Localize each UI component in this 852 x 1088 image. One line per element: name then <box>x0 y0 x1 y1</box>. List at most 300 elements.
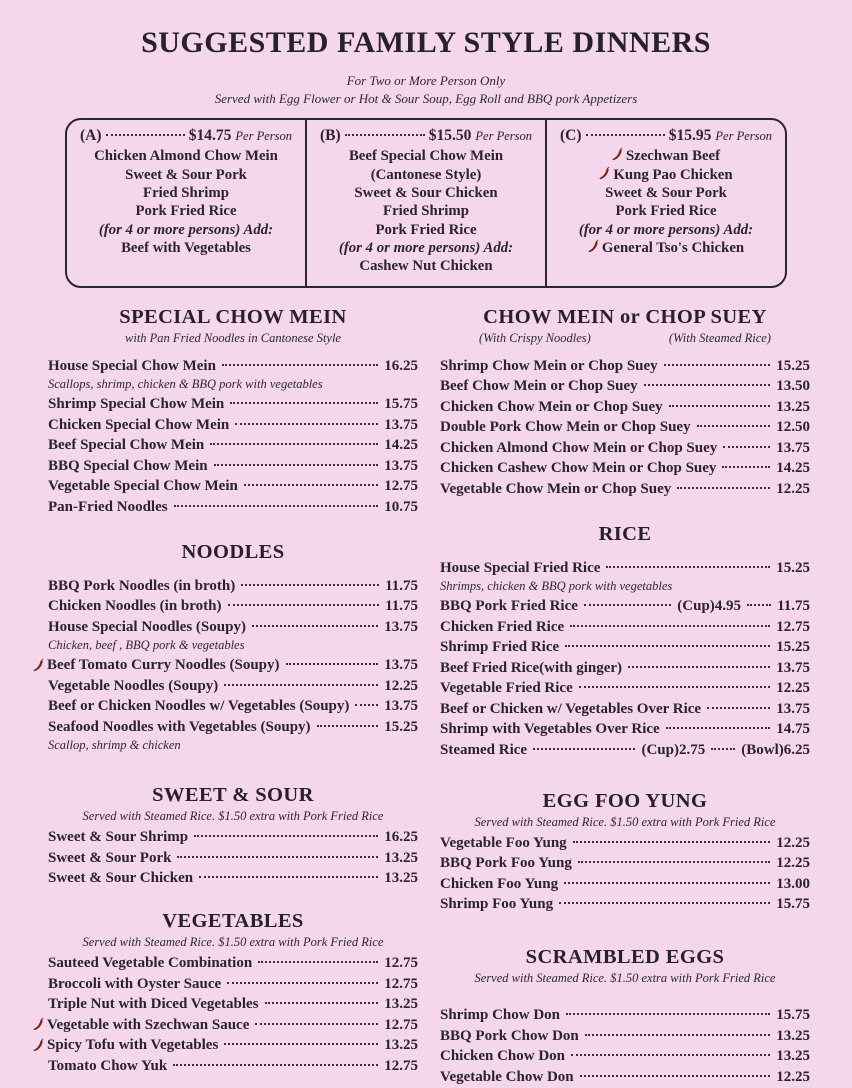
dinner-option-label: (C) <box>560 127 582 145</box>
dotted-leader <box>241 584 379 586</box>
dinner-option-header <box>556 127 776 145</box>
dinner-option-per-person-label: Per Person <box>475 129 532 144</box>
menu-header <box>0 0 852 108</box>
dinner-line-text: Sweet & Sour Pork <box>125 166 247 183</box>
menu-item-price: 15.75 <box>776 1007 810 1024</box>
dotted-leader <box>222 364 378 366</box>
section-title: SWEET & SOUR <box>152 784 314 807</box>
section-title: RICE <box>598 522 652 545</box>
dotted-leader <box>533 748 635 750</box>
menu-item <box>440 559 810 577</box>
menu-item-price: 12.75 <box>776 618 810 635</box>
menu-item-price: 15.75 <box>776 896 810 913</box>
menu-item-price: 13.75 <box>384 618 418 635</box>
menu-item <box>440 875 810 893</box>
chili-pepper-icon <box>599 166 610 181</box>
dinner-line-text: Sweet & Sour Pork <box>605 185 727 202</box>
section-subtitles <box>48 935 418 950</box>
menu-item-name: Shrimp Chow Mein or Chop Suey <box>440 357 658 374</box>
menu-item-note: Chicken, beef , BBQ pork & vegetables <box>48 638 245 653</box>
menu-item <box>48 597 418 615</box>
menu-item-name: Beef Tomato Curry Noodles (Soupy) <box>47 657 280 674</box>
dotted-leader <box>747 604 771 606</box>
menu-item-name: Beef Fried Rice(with ginger) <box>440 659 623 676</box>
dinner-line-text: Cashew Nut Chicken <box>359 258 493 275</box>
chili-pepper-icon <box>612 147 623 162</box>
menu-columns <box>0 288 852 1088</box>
menu-item <box>440 1006 810 1024</box>
dinner-line <box>76 147 296 165</box>
menu-item-price: 12.50 <box>776 419 810 436</box>
dinner-line <box>556 147 776 165</box>
menu-item-price: 12.25 <box>776 1068 810 1085</box>
dotted-leader <box>227 982 378 984</box>
dotted-leader <box>252 625 378 627</box>
dinner-option-per-person-label: Per Person <box>235 129 292 144</box>
dinner-line-text: Kung Pao Chicken <box>613 166 733 183</box>
section-subtitle: Served with Steamed Rice. $1.50 extra with Pork Fried Rice <box>474 814 776 829</box>
menu-item <box>48 995 418 1013</box>
menu-item-name: BBQ Pork Fried Rice <box>440 598 578 615</box>
family-dinner-box <box>65 118 787 287</box>
dinner-line-text: (for 4 or more persons) Add: <box>98 221 274 238</box>
menu-item <box>48 395 418 413</box>
dinner-option-label: (A) <box>80 127 102 145</box>
menu-item-name: Beef or Chicken Noodles w/ Vegetables (Soupy) <box>48 698 350 715</box>
menu-item-name: Sweet & Sour Chicken <box>48 870 194 887</box>
menu-item-price: 14.25 <box>384 437 418 454</box>
menu-item-price: 13.75 <box>776 659 810 676</box>
menu-item <box>48 677 418 695</box>
dinner-line <box>76 239 296 257</box>
dinner-option-price: $15.95 <box>668 127 712 145</box>
section-items <box>48 954 418 1075</box>
dinner-line <box>316 147 536 165</box>
menu-item <box>48 1036 418 1054</box>
menu-item-price: 15.25 <box>776 559 810 576</box>
menu-item-price: 13.75 <box>776 439 810 456</box>
dotted-leader <box>199 876 378 878</box>
menu-section-scrambled-eggs <box>440 946 810 1086</box>
menu-item <box>48 656 418 674</box>
menu-item-price: 13.25 <box>776 398 810 415</box>
menu-item <box>440 418 810 436</box>
section-items <box>440 357 810 498</box>
menu-item-price: 13.00 <box>776 875 810 892</box>
dotted-leader <box>697 425 771 427</box>
menu-item-price: 10.75 <box>384 498 418 515</box>
menu-section-vegetables <box>48 910 418 1075</box>
section-items <box>48 577 418 754</box>
dotted-leader <box>585 1034 770 1036</box>
menu-item-name: Vegetable Foo Yung <box>440 834 567 851</box>
dinner-line <box>316 257 536 275</box>
section-subtitle: Served with Steamed Rice. $1.50 extra with Pork Fried Rice <box>474 971 776 986</box>
dotted-leader <box>644 384 771 386</box>
menu-item-name: Shrimp Special Chow Mein <box>48 396 225 413</box>
dotted-leader <box>255 1023 378 1025</box>
menu-item <box>440 480 810 498</box>
menu-item-mid-price: (Cup)2.75 <box>641 741 706 758</box>
dotted-leader <box>559 902 770 904</box>
menu-item-note: Scallops, shrimp, chicken & BBQ pork with vegetables <box>48 377 323 392</box>
dotted-leader <box>564 882 770 884</box>
menu-item-note: Shrimps, chicken & BBQ pork with vegetables <box>440 579 673 594</box>
menu-item-name: BBQ Pork Noodles (in broth) <box>48 577 236 594</box>
dinner-line-text: (for 4 or more persons) Add: <box>578 221 754 238</box>
dotted-leader <box>565 645 770 647</box>
menu-item-name: Chicken Chow Mein or Chop Suey <box>440 398 663 415</box>
menu-item <box>48 954 418 972</box>
menu-section-special-chow-mein <box>48 306 418 516</box>
menu-item <box>440 834 810 852</box>
menu-item-price: 13.25 <box>384 1037 418 1054</box>
menu-item-name: Chicken Foo Yung <box>440 875 559 892</box>
dinner-line <box>76 202 296 220</box>
menu-item <box>440 459 810 477</box>
menu-item-price: 12.75 <box>384 478 418 495</box>
menu-item-name: Beef Special Chow Mein <box>48 437 205 454</box>
dinner-option-b <box>305 120 545 285</box>
menu-item-name: Sauteed Vegetable Combination <box>48 955 253 972</box>
header-subtitle-2: Served with Egg Flower or Hot & Sour Soup, Egg Roll and BBQ pork Appetizers <box>214 91 638 107</box>
menu-item-name: Chicken Fried Rice <box>440 618 565 635</box>
menu-section-chow-mein-chop-suey <box>440 306 810 498</box>
menu-item-name: House Special Noodles (Soupy) <box>48 618 246 635</box>
dotted-leader <box>224 684 378 686</box>
dinner-line <box>556 202 776 220</box>
dotted-leader <box>571 1054 770 1056</box>
section-subtitles <box>48 331 418 346</box>
menu-item-price: 14.25 <box>776 460 810 477</box>
section-subtitle: (With Crispy Noodles) <box>479 330 591 345</box>
dinner-line-text: Pork Fried Rice <box>375 221 477 238</box>
section-subtitle: with Pan Fried Noodles in Cantonese Style <box>125 330 341 345</box>
menu-item-price: 13.75 <box>384 657 418 674</box>
dotted-leader <box>244 484 378 486</box>
menu-item <box>440 638 810 656</box>
dinner-line-text: Pork Fried Rice <box>615 203 717 220</box>
dinner-line <box>76 184 296 202</box>
menu-item-price: 13.25 <box>776 1027 810 1044</box>
dinner-option-per-person-label: Per Person <box>715 129 772 144</box>
section-items <box>440 1006 810 1086</box>
menu-item-name: Vegetable with Szechwan Sauce <box>47 1016 250 1033</box>
dotted-leader <box>578 861 770 863</box>
menu-item-name: Triple Nut with Diced Vegetables <box>48 996 259 1013</box>
dotted-leader <box>355 704 378 706</box>
section-subtitle: Served with Steamed Rice. $1.50 extra with Pork Fried Rice <box>82 935 384 950</box>
dinner-line <box>76 166 296 184</box>
menu-item-name: Beef or Chicken w/ Vegetables Over Rice <box>440 700 702 717</box>
dotted-leader <box>669 405 771 407</box>
menu-item-price: 12.25 <box>776 680 810 697</box>
menu-item-name: Broccoli with Oyster Sauce <box>48 975 222 992</box>
menu-item <box>440 679 810 697</box>
dinner-line-text: Beef Special Chow Mein <box>348 148 504 165</box>
dotted-leader <box>573 841 771 843</box>
dinner-line <box>316 202 536 220</box>
menu-item-mid-price: (Cup)4.95 <box>677 598 742 615</box>
menu-item-price: 12.25 <box>776 855 810 872</box>
section-title: VEGETABLES <box>162 910 304 933</box>
menu-item-name: Chicken Chow Don <box>440 1048 566 1065</box>
menu-item-price: 13.75 <box>776 700 810 717</box>
menu-item-price: 12.75 <box>384 1016 418 1033</box>
menu-item-name: Vegetable Noodles (Soupy) <box>48 677 219 694</box>
dinner-option-header <box>76 127 296 145</box>
menu-item-name: Beef Chow Mein or Chop Suey <box>440 378 638 395</box>
dinner-line-text: General Tso's Chicken <box>601 240 745 257</box>
menu-item-price: 16.25 <box>384 357 418 374</box>
menu-item <box>440 597 810 615</box>
menu-item-price: 13.25 <box>776 1048 810 1065</box>
menu-item <box>48 577 418 595</box>
menu-item <box>48 975 418 993</box>
dotted-leader <box>174 505 379 507</box>
menu-item-name: Spicy Tofu with Vegetables <box>47 1037 219 1054</box>
dinner-line-text: Beef with Vegetables <box>121 240 251 257</box>
dinner-line-text: Sweet & Sour Chicken <box>354 185 498 202</box>
menu-item <box>48 457 418 475</box>
menu-item-price: 13.25 <box>384 849 418 866</box>
dotted-leader <box>210 443 378 445</box>
dinner-line-text: Szechwan Beef <box>625 148 721 165</box>
menu-item-price: 12.25 <box>384 677 418 694</box>
menu-item-name: Vegetable Special Chow Mein <box>48 478 238 495</box>
dotted-leader <box>711 748 735 750</box>
section-title: SCRAMBLED EGGS <box>525 946 725 969</box>
menu-item-name: House Special Chow Mein <box>48 357 216 374</box>
menu-item <box>48 697 418 715</box>
menu-item-name: Sweet & Sour Pork <box>48 849 172 866</box>
section-items <box>440 834 810 914</box>
section-title: SPECIAL CHOW MEIN <box>119 305 347 328</box>
section-subtitle: Served with Steamed Rice. $1.50 extra with Pork Fried Rice <box>82 809 384 824</box>
menu-item <box>440 1047 810 1065</box>
dinner-line-text: Fried Shrimp <box>383 203 469 220</box>
menu-item-price: 15.25 <box>776 357 810 374</box>
menu-item-name: Seafood Noodles with Vegetables (Soupy) <box>48 718 311 735</box>
menu-item-name: Tomato Chow Yuk <box>48 1057 168 1074</box>
menu-item <box>48 869 418 887</box>
menu-item-name: Chicken Cashew Chow Mein or Chop Suey <box>440 460 717 477</box>
menu-item <box>48 828 418 846</box>
menu-item-price: 12.75 <box>384 955 418 972</box>
dinner-line-text: Chicken Almond Chow Mein <box>94 148 278 165</box>
dotted-leader <box>194 835 378 837</box>
menu-column-left <box>48 306 418 1088</box>
menu-item-price: 13.25 <box>384 996 418 1013</box>
dinner-line-text: (for 4 or more persons) Add: <box>338 240 514 257</box>
dotted-leader <box>566 1013 770 1015</box>
menu-section-rice <box>440 523 810 759</box>
section-subtitles <box>48 809 418 824</box>
dotted-leader <box>606 566 770 568</box>
section-subtitle: (With Steamed Rice) <box>668 330 771 345</box>
menu-item <box>440 357 810 375</box>
menu-item <box>48 849 418 867</box>
dotted-leader <box>317 725 379 727</box>
menu-item-name: House Special Fried Rice <box>440 559 601 576</box>
menu-item <box>440 398 810 416</box>
menu-item-name: Vegetable Chow Mein or Chop Suey <box>440 480 672 497</box>
section-items <box>48 828 418 887</box>
dinner-option-price: $15.50 <box>428 127 472 145</box>
section-title: NOODLES <box>181 540 285 563</box>
menu-item-price: 16.25 <box>384 829 418 846</box>
chili-pepper-icon <box>33 1017 44 1032</box>
menu-item-price: 12.25 <box>776 834 810 851</box>
dinner-line <box>556 239 776 257</box>
dotted-leader <box>584 604 671 606</box>
dotted-leader <box>579 686 771 688</box>
menu-item-price: 15.75 <box>384 396 418 413</box>
section-subtitles <box>440 815 810 830</box>
menu-item-name: Vegetable Chow Don <box>440 1068 574 1085</box>
menu-item-price: 13.75 <box>384 698 418 715</box>
dinner-option-price: $14.75 <box>188 127 232 145</box>
dotted-leader <box>286 663 379 665</box>
menu-item-price: 11.75 <box>385 598 418 615</box>
menu-section-sweet-sour <box>48 784 418 887</box>
menu-item-note: Scallop, shrimp & chicken <box>48 738 181 753</box>
menu-item-name: Chicken Almond Chow Mein or Chop Suey <box>440 439 718 456</box>
dotted-leader <box>345 134 425 136</box>
dinner-option-label: (B) <box>320 127 341 145</box>
dinner-line <box>316 239 536 257</box>
menu-item-price: 11.75 <box>385 577 418 594</box>
menu-item-name: Vegetable Fried Rice <box>440 680 573 697</box>
dotted-leader <box>228 604 380 606</box>
dinner-line <box>316 221 536 239</box>
menu-item-price: 13.50 <box>776 378 810 395</box>
dotted-leader <box>173 1064 378 1066</box>
dinner-line <box>556 184 776 202</box>
menu-item <box>440 720 810 738</box>
dotted-leader <box>664 364 771 366</box>
section-title: CHOW MEIN or CHOP SUEY <box>483 305 767 328</box>
menu-item-price: 15.25 <box>776 639 810 656</box>
header-subtitles <box>0 72 852 108</box>
menu-item-price: 13.25 <box>384 870 418 887</box>
menu-item <box>48 416 418 434</box>
section-subtitles <box>440 331 810 346</box>
menu-item-price: 14.75 <box>776 721 810 738</box>
menu-item-name: Shrimp Chow Don <box>440 1007 561 1024</box>
menu-item-price: (Bowl)6.25 <box>741 741 810 758</box>
header-subtitle-1: For Two or More Person Only <box>346 73 506 88</box>
menu-item <box>440 1068 810 1086</box>
menu-item-name: Sweet & Sour Shrimp <box>48 829 189 846</box>
dinner-line-text: Fried Shrimp <box>143 185 229 202</box>
dotted-leader <box>106 134 185 136</box>
dotted-leader <box>586 134 665 136</box>
menu-item-price: 13.75 <box>384 457 418 474</box>
menu-item-name: Chicken Special Chow Mein <box>48 416 230 433</box>
dotted-leader <box>230 402 378 404</box>
dinner-line <box>556 166 776 184</box>
menu-item <box>48 477 418 495</box>
chili-pepper-icon <box>33 658 44 673</box>
dinner-line <box>316 184 536 202</box>
menu-item <box>48 498 418 516</box>
menu-item-name: Pan-Fried Noodles <box>48 498 168 515</box>
dinner-line <box>556 221 776 239</box>
menu-item-price: 12.75 <box>384 975 418 992</box>
menu-item-name: BBQ Special Chow Mein <box>48 457 208 474</box>
dotted-leader <box>666 727 771 729</box>
menu-item <box>440 854 810 872</box>
menu-item <box>48 436 418 454</box>
menu-item-name: Shrimp Fried Rice <box>440 639 560 656</box>
dotted-leader <box>707 707 770 709</box>
menu-section-noodles <box>48 541 418 754</box>
menu-item-name: Shrimp Foo Yung <box>440 896 554 913</box>
menu-item-price: 15.25 <box>384 718 418 735</box>
section-title: EGG FOO YUNG <box>542 789 708 812</box>
dotted-leader <box>722 466 770 468</box>
menu-item <box>440 700 810 718</box>
menu-item-price: 12.25 <box>776 480 810 497</box>
menu-item-name: BBQ Pork Chow Don <box>440 1027 579 1044</box>
dotted-leader <box>723 446 770 448</box>
dotted-leader <box>677 487 770 489</box>
dotted-leader <box>214 464 379 466</box>
dotted-leader <box>177 856 378 858</box>
section-subtitles <box>440 971 810 986</box>
dotted-leader <box>570 625 770 627</box>
dinner-line-text: (Cantonese Style) <box>370 166 482 183</box>
menu-item <box>440 895 810 913</box>
dotted-leader <box>580 1075 771 1077</box>
menu-item-price: 12.75 <box>384 1057 418 1074</box>
menu-item-price: 13.75 <box>384 416 418 433</box>
dinner-option-header <box>316 127 536 145</box>
menu-item-name: Shrimp with Vegetables Over Rice <box>440 721 660 738</box>
menu-item <box>48 357 418 375</box>
menu-section-egg-foo-yung <box>440 790 810 914</box>
section-items <box>440 559 810 759</box>
dotted-leader <box>235 423 378 425</box>
menu-item-price: 11.75 <box>777 598 810 615</box>
dotted-leader <box>265 1002 379 1004</box>
dinner-line <box>316 166 536 184</box>
menu-item <box>48 718 418 736</box>
section-items <box>48 357 418 516</box>
dinner-line <box>76 221 296 239</box>
menu-item <box>440 618 810 636</box>
dinner-option-a <box>67 120 305 285</box>
menu-item-name: Double Pork Chow Mein or Chop Suey <box>440 419 691 436</box>
menu-item <box>440 377 810 395</box>
dinner-line-text: Pork Fried Rice <box>135 203 237 220</box>
dotted-leader <box>224 1043 378 1045</box>
menu-item <box>440 741 810 759</box>
chili-pepper-icon <box>588 239 599 254</box>
chili-pepper-icon <box>33 1038 44 1053</box>
page-title: SUGGESTED FAMILY STYLE DINNERS <box>141 26 711 59</box>
menu-item <box>440 1027 810 1045</box>
menu-item <box>440 439 810 457</box>
dotted-leader <box>258 961 378 963</box>
dotted-leader <box>628 666 770 668</box>
menu-item-name: BBQ Pork Foo Yung <box>440 855 572 872</box>
menu-item-name: Steamed Rice <box>440 741 528 758</box>
dinner-option-c <box>545 120 785 285</box>
menu-item <box>48 1057 418 1075</box>
menu-item-name: Chicken Noodles (in broth) <box>48 598 222 615</box>
